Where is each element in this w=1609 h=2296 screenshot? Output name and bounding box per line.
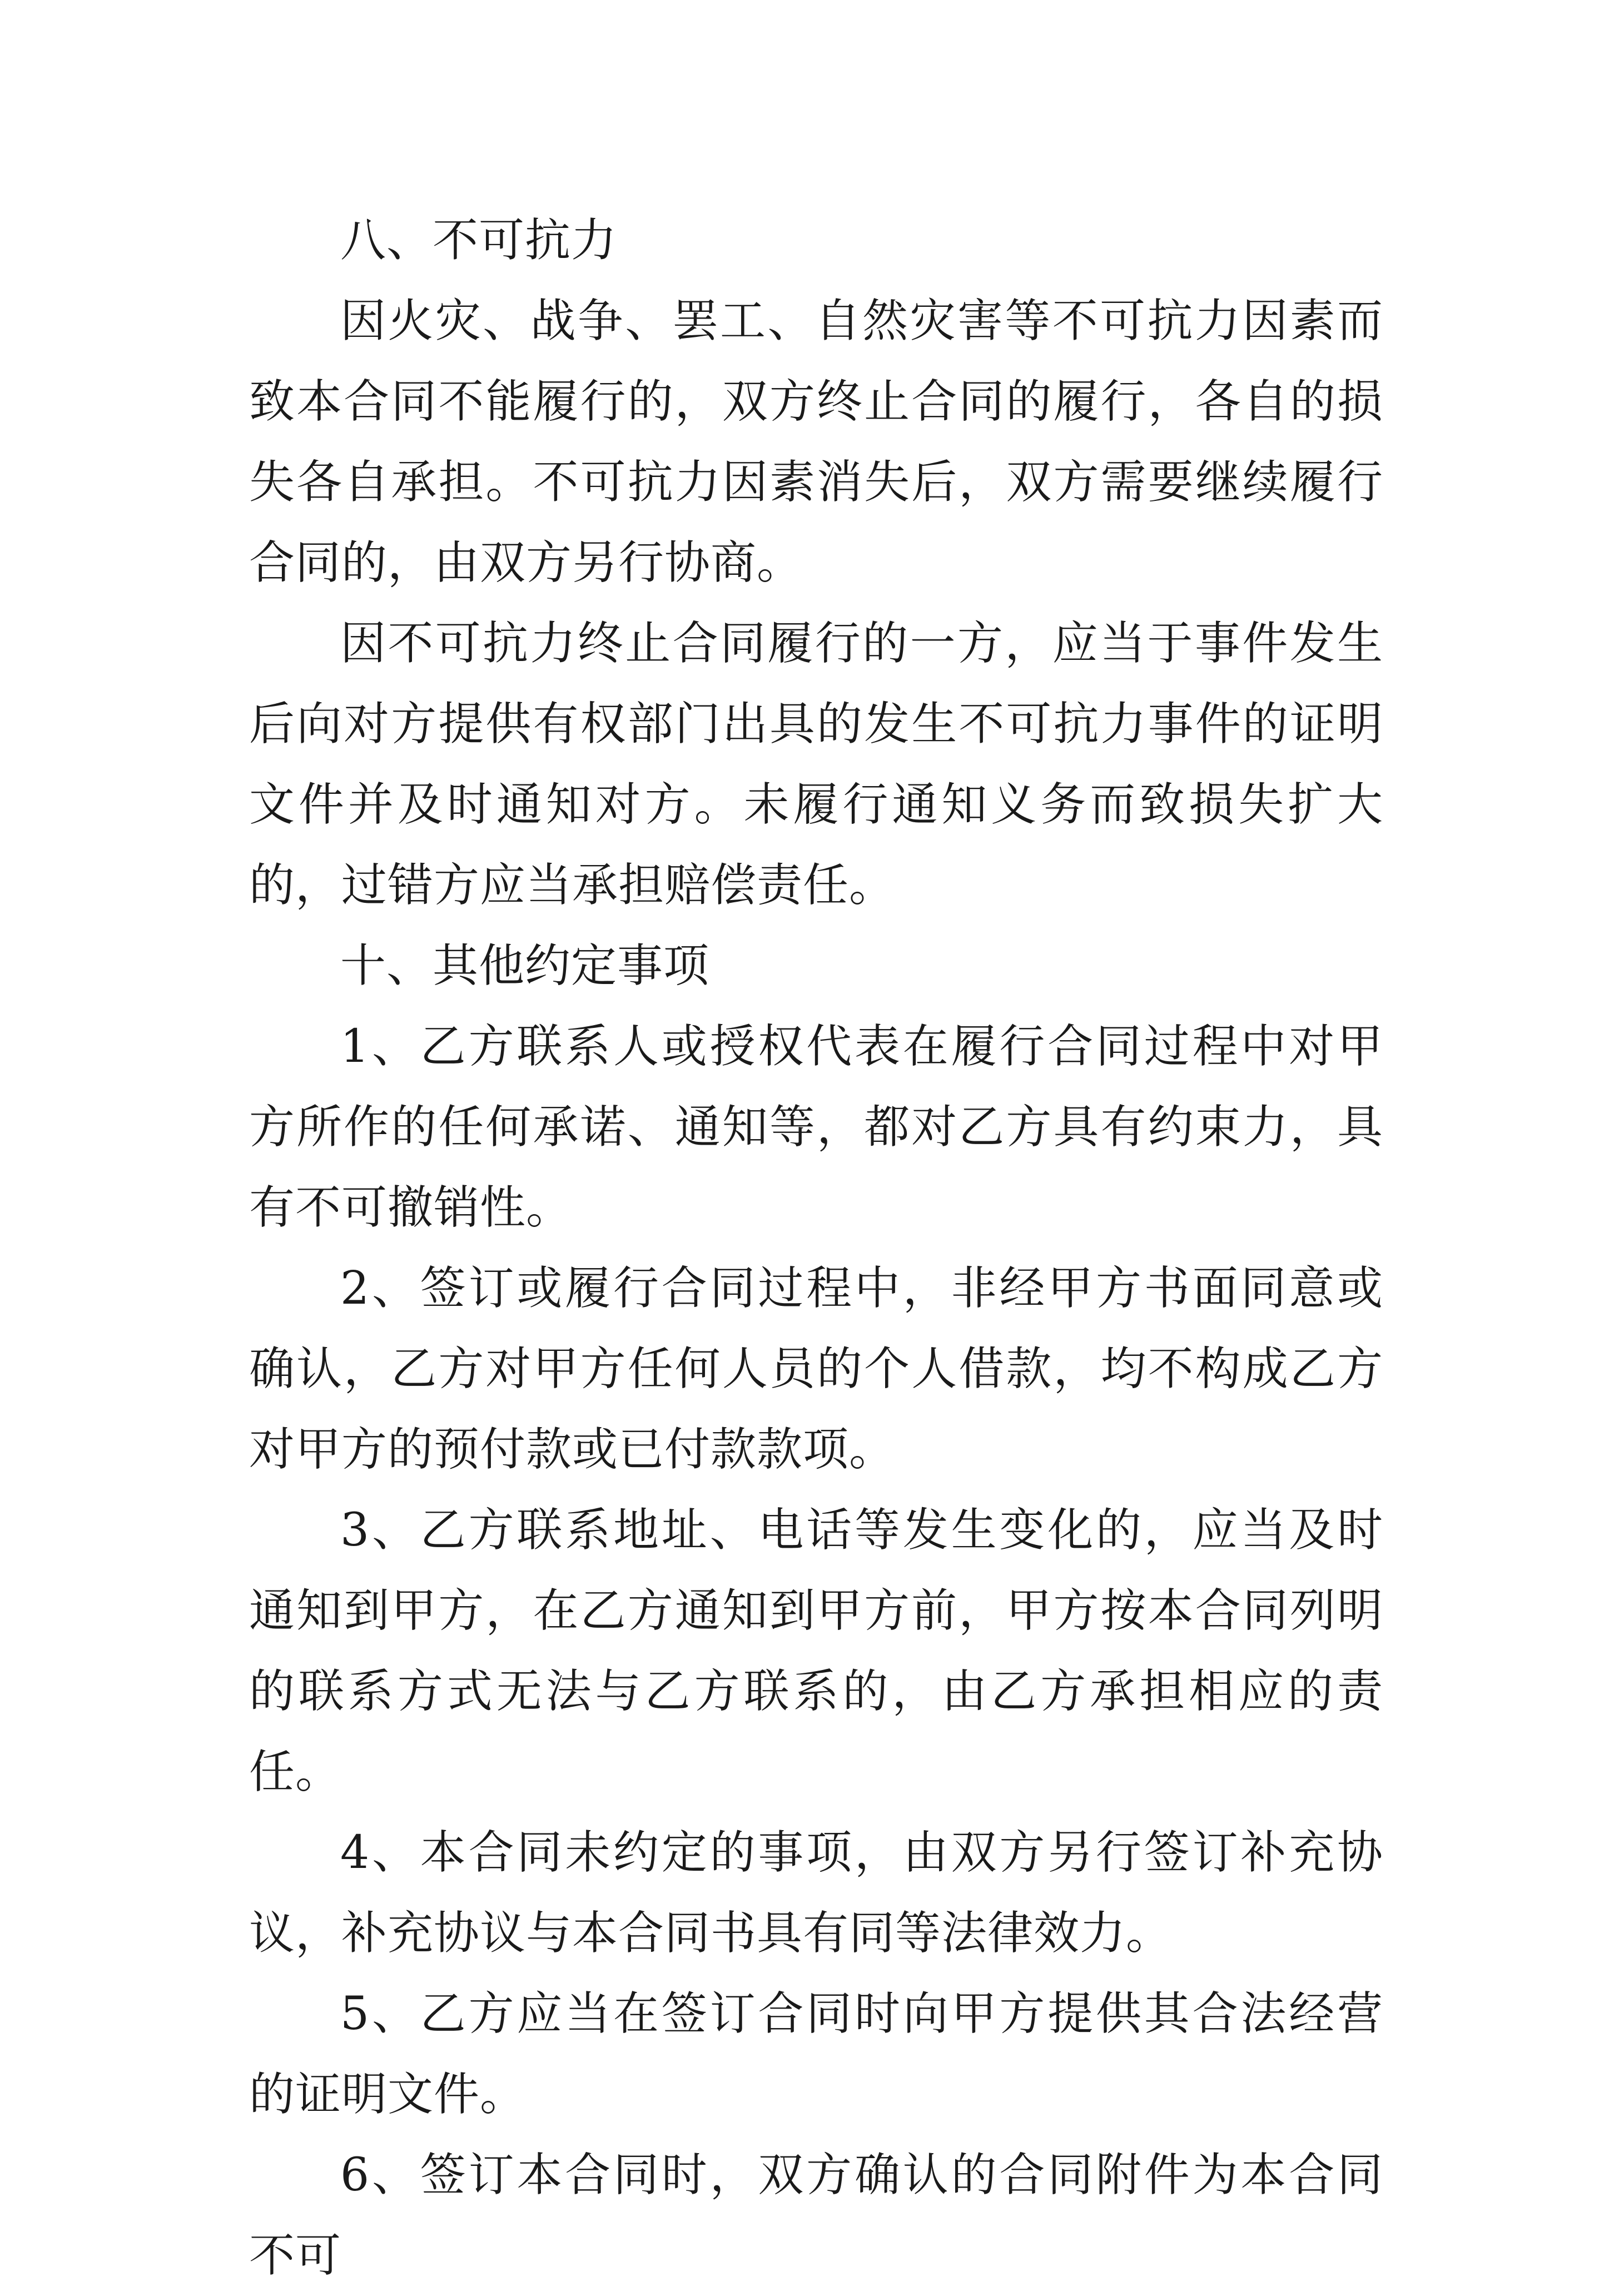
paragraph-other-terms-4: 4、本合同未约定的事项，由双方另行签订补充协议，补充协议与本合同书具有同等法律效力。 <box>249 1826 1383 1960</box>
document-page <box>249 200 1383 2296</box>
section-heading-force-majeure: 八、不可抗力 <box>340 214 618 267</box>
paragraph-other-terms-1: 1、乙方联系人或授权代表在履行合同过程中对甲方所作的任何承诺、通知等，都对乙方具有约束力，具有不可撤销性。 <box>249 1020 1383 1234</box>
paragraph-other-terms-3: 3、乙方联系地址、电话等发生变化的，应当及时通知到甲方，在乙方通知到甲方前，甲方按本合同列明的联系方式无法与乙方联系的，由乙方承担相应的责任。 <box>249 1504 1383 1798</box>
paragraph-other-terms-2: 2、签订或履行合同过程中，非经甲方书面同意或确认，乙方对甲方任何人员的个人借款，均不构成乙方对甲方的预付款或已付款款项。 <box>249 1262 1383 1476</box>
paragraph-other-terms-6: 6、签订本合同时，双方确认的合同附件为本合同不可 <box>249 2149 1383 2282</box>
paragraph-force-majeure-1: 因火灾、战争、罢工、自然灾害等不可抗力因素而致本合同不能履行的，双方终止合同的履行，各自的损失各自承担。不可抗力因素消失后，双方需要继续履行合同的，由双方另行协商。 <box>249 295 1383 589</box>
paragraph-force-majeure-2: 因不可抗力终止合同履行的一方，应当于事件发生后向对方提供有权部门出具的发生不可抗力事件的证明文件并及时通知对方。未履行通知义务而致损失扩大的，过错方应当承担赔偿责任。 <box>249 617 1383 912</box>
section-heading-other-terms: 十、其他约定事项 <box>340 940 710 992</box>
paragraph-other-terms-5: 5、乙方应当在签订合同时向甲方提供其合法经营的证明文件。 <box>249 1987 1383 2121</box>
